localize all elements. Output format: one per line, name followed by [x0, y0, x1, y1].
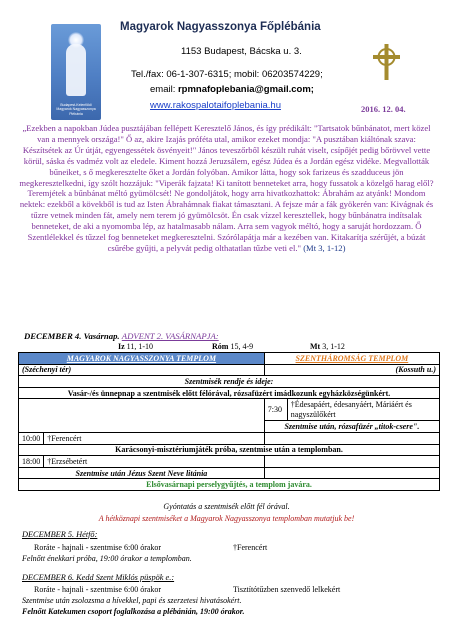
- weekday-note: A hétköznapi szentmiséket a Magyarok Nagyasszonya templomban mutatjuk be!: [98, 514, 355, 523]
- table-row: [19, 444, 440, 456]
- reading-2: Róm 15, 4-9: [212, 342, 254, 351]
- table-row: [19, 432, 440, 444]
- sunday-heading: [24, 331, 219, 341]
- table-row: [19, 353, 440, 365]
- vigil-note: Vasár-/és ünnepnap a szentmisék előtt félórával, rózsafüzért imádkozunk egyházközségünkért.: [19, 387, 440, 399]
- tuesday-extra: Szentmise után zsolozsma a hívekkel, papi és szerzetesi hivatásokért.: [22, 596, 242, 605]
- nativity-note: Karácsonyi-misztériumjáték próba, szentmise után a templomban.: [19, 444, 440, 456]
- reading-3: Mt 3, 1-12: [310, 342, 345, 351]
- celtic-cross-icon: [370, 44, 403, 80]
- sunday-date: DECEMBER 4. Vasárnap.: [24, 331, 120, 341]
- table-row: [19, 399, 440, 421]
- letterhead: [0, 0, 453, 125]
- tuesday-mass: Roráte - hajnali - szentmise 6:00 órakor: [34, 585, 162, 594]
- mass-order-heading: Szentmisék rendje és ideje:: [19, 376, 440, 388]
- parish-website-link[interactable]: www.rakospalotaifoplebania.hu: [150, 100, 281, 111]
- monday-mass: Roráte - hajnali - szentmise 6:00 órakor: [34, 543, 162, 552]
- table-row: [19, 456, 440, 468]
- monday-intent: †Ferencért: [233, 543, 268, 552]
- church-right-header: SZENTHÁROMSÁG TEMPLOM: [264, 353, 439, 365]
- reading-1: Iz 11, 1-10: [118, 342, 154, 351]
- table-row: [19, 467, 440, 479]
- parish-logo: [51, 24, 101, 120]
- tuesday-intent: Tisztítótűzben szenvedő lelkekért: [233, 585, 341, 594]
- table-row: [19, 364, 440, 376]
- after-mass-left: Szentmise után Jézus Szent Neve litánia: [19, 467, 265, 479]
- table-row: [19, 376, 440, 388]
- parish-phone: Tel./fax: 06-1-307-6315; mobil: 06203574229;: [131, 69, 323, 80]
- gospel-reference: (Mt 3, 1-12): [303, 242, 346, 253]
- after-mass-right: Szentmise után, rózsafüzér „titok-csere".: [264, 421, 439, 433]
- parish-address: 1153 Budapest, Bácska u. 3.: [181, 46, 302, 57]
- sunday-name: ADVENT 2. VASÁRNAPJA:: [121, 331, 219, 341]
- time-cell: 10:00: [19, 432, 44, 444]
- time-cell: 18:00: [19, 456, 44, 468]
- gospel-text: „Ezekben a napokban Júdea pusztájában fellépett Keresztelő János, és így prédikált: "Tartsatok bűnbánatot, mert közel van a mennyek országa!" Ő az, akire Izajás próféta utal, amikor ezeket mondja: "A pusztában kiáltónak szava: Készítsétek az Úr útját, egyengessétek ösvényeit!" János teveszőrből készült ruhát viselt, csípőjét pedig bőrövvel vette körül, sáska és vadméz volt az eledele. Kiment hozzá Jeruzsálem, egész Júdea és a Jordán egész vidéke. Megvallották bűneiket, s ő megkeresztelte őket a Jordán folyóban. Amikor látta, hogy sok farizeus és szadduceus jön megkeresztelkedni, így szólt hozzájuk: "Viperák fajzata! Ki tanított benneteket arra, hogy fussatok a közelgő harag elől? Teremjétek a bűnbánat méltó gyümölcsét! Ne gondoljátok, hogy arra hivatkozhattok: Ábrahám az atyánk! Mondom nektek: ezekből a kövekből is tud az Isten Ábrahámnak fiakat támasztani. A fejsze már a fák gyökerén van: Kivágnak és tűzre vetnek minden fát, amely nem terem jó gyümölcsöt. Én csak vízzel keresztellek, hogy bűnbánatra indítsalak benneteket, de aki a nyomomba lép, az hatalmasabb nálam. Arra sem vagyok méltó, hogy a saruját hordozzam. Ő Szentlélekkel és tűzzel fog benneteket megkeresztelni. Szórólapátja már a kezében van. Kitakarítja szérűjét, a búzát csűrébe gyűjti, a pelyvát pedig olthatatlan tűzbe veti el.": [19, 123, 434, 253]
- bulletin-date: 2016. 12. 04.: [361, 104, 406, 114]
- email-address[interactable]: rpmnafoplebania@gmail.com;: [177, 84, 314, 95]
- confession-note: Gyóntatás a szentmisék előtt fél órával.: [163, 502, 290, 511]
- tuesday-extra-2: Felnőtt Katekumen csoport foglalkozása a plébánián, 19:00 órakor.: [22, 607, 245, 616]
- empty-cell: [19, 399, 265, 433]
- day-heading-monday: DECEMBER 5. Hétfő:: [22, 530, 98, 539]
- monday-extra: Felnőtt énekkari próba, 19:00 órakor a templomban.: [22, 554, 192, 563]
- intent-cell: †Ferencért: [44, 432, 265, 444]
- parish-email: email: rpmnafoplebania@gmail.com;: [150, 84, 314, 95]
- empty-cell: [264, 432, 439, 444]
- table-row: [19, 387, 440, 399]
- collection-note: Elsővasárnapi perselygyűjtés, a templom javára.: [19, 479, 440, 491]
- logo-caption: Budapest-Kelenföldi Magyarok Nagyasszonya Plébánia: [56, 102, 96, 116]
- table-row: [19, 479, 440, 491]
- time-cell: 7:30: [264, 399, 287, 421]
- location-right: (Kossuth u.): [264, 364, 439, 376]
- intent-cell: †Erzsébetért: [44, 456, 265, 468]
- church-left-header: MAGYAROK NAGYASSZONYA TEMPLOM: [19, 353, 265, 365]
- gospel-passage: [18, 123, 435, 254]
- parish-title: Magyarok Nagyasszonya Főplébánia: [120, 21, 321, 33]
- location-left: (Széchenyi tér): [19, 364, 265, 376]
- day-heading-tuesday: DECEMBER 6. Kedd Szent Miklós püspök e.:: [22, 573, 175, 582]
- empty-cell: [264, 467, 439, 479]
- empty-cell: [264, 456, 439, 468]
- intent-cell: †Édesapáért, édesanyáért, Máriáért és nagyszülőkért: [287, 399, 439, 421]
- mass-schedule-table: [18, 352, 440, 491]
- madonna-figure: [66, 44, 86, 96]
